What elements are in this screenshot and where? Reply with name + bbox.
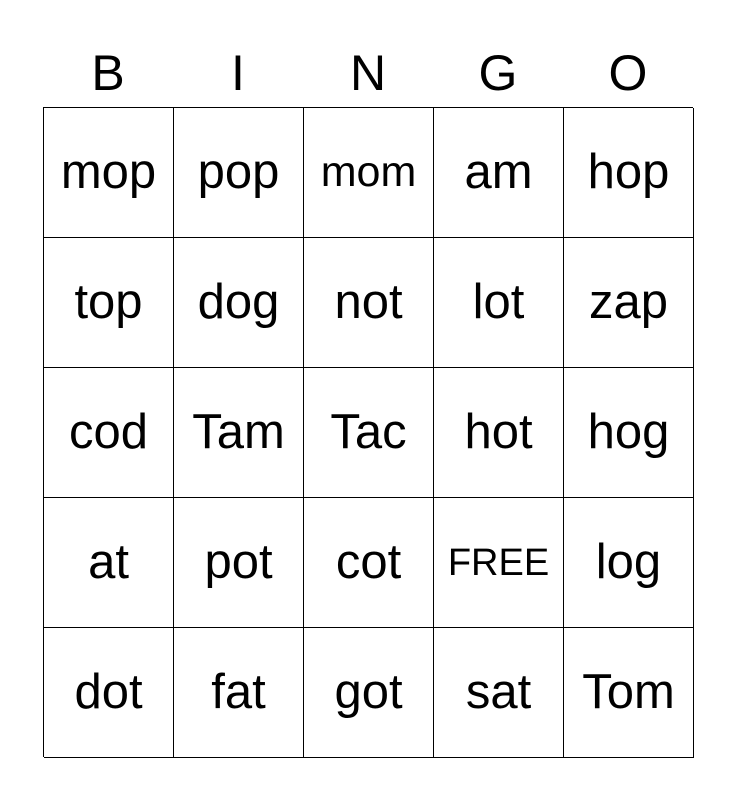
bingo-cell[interactable]: pot — [174, 498, 304, 628]
bingo-cell[interactable]: log — [564, 498, 694, 628]
bingo-cell[interactable]: not — [304, 238, 434, 368]
bingo-cell[interactable]: hot — [434, 368, 564, 498]
header-letter-b: B — [91, 45, 125, 101]
bingo-cell[interactable]: am — [434, 108, 564, 238]
bingo-cell[interactable]: dot — [44, 628, 174, 758]
bingo-cell[interactable]: top — [44, 238, 174, 368]
bingo-cell[interactable]: got — [304, 628, 434, 758]
header-letter-g: G — [478, 45, 518, 101]
header-letter-i: I — [231, 45, 245, 101]
bingo-cell[interactable]: cot — [304, 498, 434, 628]
bingo-cell[interactable]: dog — [174, 238, 304, 368]
bingo-cell[interactable]: mom — [304, 108, 434, 238]
bingo-cell[interactable]: hop — [564, 108, 694, 238]
bingo-cell[interactable]: sat — [434, 628, 564, 758]
bingo-cell[interactable]: mop — [44, 108, 174, 238]
bingo-card-grid — [43, 107, 693, 757]
bingo-cell[interactable]: lot — [434, 238, 564, 368]
free-space-cell[interactable]: FREE — [434, 498, 564, 628]
bingo-cell[interactable]: zap — [564, 238, 694, 368]
bingo-cell[interactable]: Tac — [304, 368, 434, 498]
bingo-cell[interactable]: Tom — [564, 628, 694, 758]
bingo-header — [43, 40, 693, 106]
header-letter-o: O — [608, 45, 648, 101]
header-letter-n: N — [349, 45, 387, 101]
bingo-cell[interactable]: fat — [174, 628, 304, 758]
bingo-cell[interactable]: pop — [174, 108, 304, 238]
bingo-cell[interactable]: cod — [44, 368, 174, 498]
bingo-cell[interactable]: Tam — [174, 368, 304, 498]
bingo-cell[interactable]: hog — [564, 368, 694, 498]
bingo-cell[interactable]: at — [44, 498, 174, 628]
